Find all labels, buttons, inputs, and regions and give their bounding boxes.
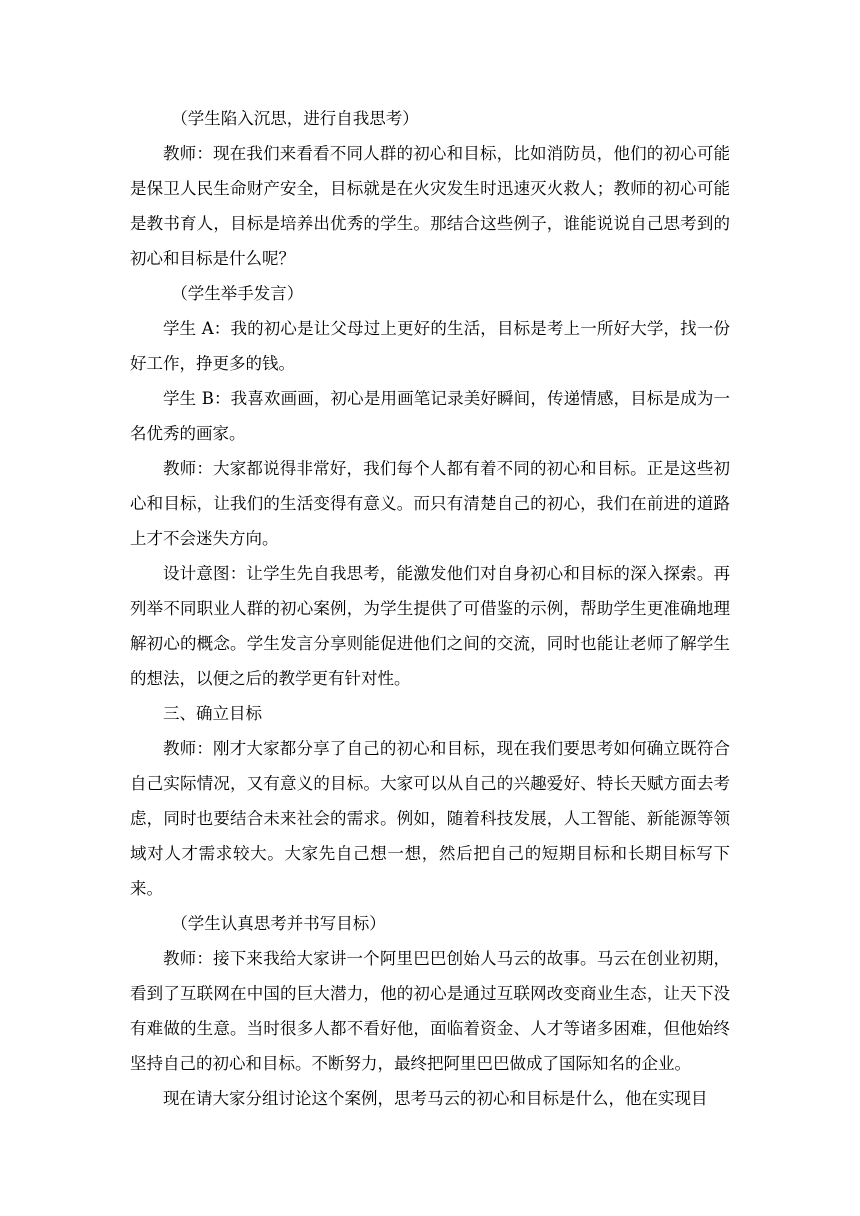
- design-intent-paragraph: 设计意图：让学生先自我思考，能激发他们对自身初心和目标的深入探索。再列举不同职业人群的初心案例，为学生提供了可借鉴的示例，帮助学生更准确地理解初心的概念。学生发言分享则能促进他们之间的交流，同时也能让老师了解学生的想法，以便之后的教学更有针对性。: [130, 564, 730, 688]
- stage-direction: （学生认真思考并书写目标）: [171, 914, 386, 933]
- student-b-paragraph: 学生 B：我喜欢画画，初心是用画笔记录美好瞬间，传递情感，目标是成为一名优秀的画家。: [130, 389, 730, 443]
- stage-direction: （学生举手发言）: [171, 284, 304, 303]
- teacher-paragraph: 教师：接下来我给大家讲一个阿里巴巴创始人马云的故事。马云在创业初期，看到了互联网在中国的巨大潜力，他的初心是通过互联网改变商业生态，让天下没有难做的生意。当时很多人都不看好他，面临着资金、人才等诸多困难，但他始终坚持自己的初心和目标。不断努力，最终把阿里巴巴做成了国际知名的企业。: [130, 949, 730, 1073]
- teacher-paragraph: 教师：刚才大家都分享了自己的初心和目标，现在我们要思考如何确立既符合自己实际情况，又有意义的目标。大家可以从自己的兴趣爱好、特长天赋方面去考虑，同时也要结合未来社会的需求。例如，随着科技发展，人工智能、新能源等领域对人才需求较大。大家先自己想一想，然后把自己的短期目标和长期目标写下来。: [130, 739, 730, 898]
- body-paragraph: 现在请大家分组讨论这个案例，思考马云的初心和目标是什么，他在实现目: [163, 1089, 708, 1108]
- stage-direction: （学生陷入沉思，进行自我思考）: [171, 109, 419, 128]
- section-heading: 三、确立目标: [163, 704, 262, 723]
- student-a-paragraph: 学生 A：我的初心是让父母过上更好的生活，目标是考上一所好大学，找一份好工作，挣更多的钱。: [130, 319, 730, 373]
- teacher-paragraph: 教师：大家都说得非常好，我们每个人都有着不同的初心和目标。正是这些初心和目标，让我们的生活变得有意义。而只有清楚自己的初心，我们在前进的道路上才不会迷失方向。: [130, 459, 730, 548]
- document-page: [130, 101, 730, 1116]
- teacher-paragraph: 教师：现在我们来看看不同人群的初心和目标，比如消防员，他们的初心可能是保卫人民生命财产安全，目标就是在火灾发生时迅速灭火救人；教师的初心可能是教书育人，目标是培养出优秀的学生。那结合这些例子，谁能说说自己思考到的初心和目标是什么呢？: [130, 144, 730, 268]
